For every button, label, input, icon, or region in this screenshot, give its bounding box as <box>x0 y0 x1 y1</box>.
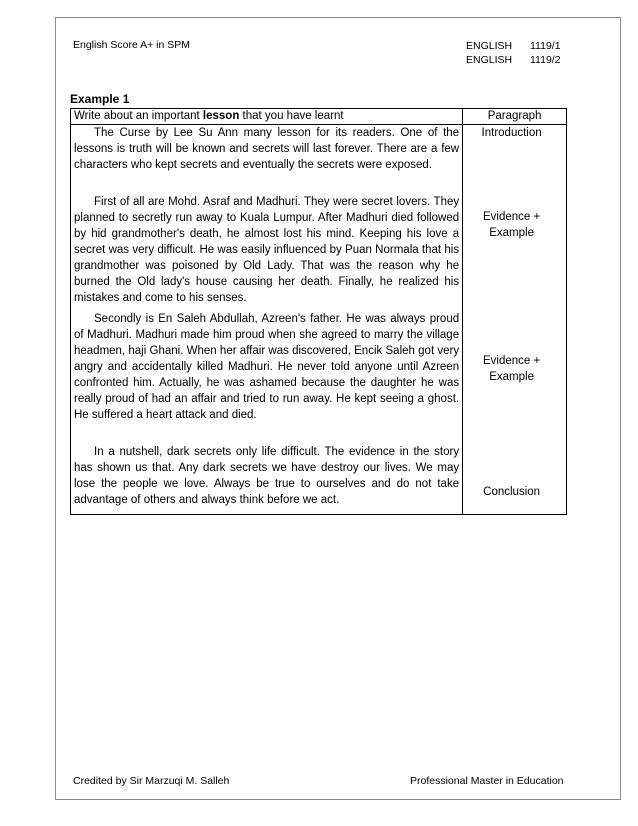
question-suffix: that you have learnt <box>239 110 344 122</box>
footer-credit: Credited by Sir Marzuqi M. Salleh <box>73 775 230 787</box>
footer-tagline: Professional Master in Education <box>410 775 564 787</box>
essay-paragraph-evidence-1: First of all are Mohd. Asraf and Madhuri. They were secret lovers. They planned to secretly run away to Kuala Lumpur. After Madhuri died followed by hid grandmother's death, he almost lost his mind. Keeping his love a secret was very difficult. He was easily influenced by Puan Normala that his grandmother was poisoned by Old Lady. That was the reason why he burned the Old lady's house causing her death. Finally, he realized his mistakes and come to his senses. <box>74 196 460 304</box>
header-subject-codes <box>466 39 561 67</box>
label-introduction <box>463 125 560 141</box>
subject-code: 1119/1 <box>530 40 561 52</box>
table-header-question <box>71 109 463 125</box>
question-prefix: Write about an important <box>74 110 203 122</box>
essay-paragraph-conclusion: In a nutshell, dark secrets only life difficult. The evidence in the story has shown us that. Any dark secrets we have destroy our lives. We may lose the people we love. Always be true to ourselves and do not take advantage of others and always think before we act. <box>74 446 460 506</box>
paragraph-label-cell <box>463 125 567 515</box>
essay-paragraph-evidence-2: Secondly is En Saleh Abdullah, Azreen's father. He was always proud of Madhuri. Madhuri made him proud when she agreed to marry the village headmen, haji Ghani. When her affair was discovered, Encik Saleh got very angry and accidentally killed Madhuri. He never told anyone until Azreen confronted him. Actually, he was ashamed because the daughter he was really proud of had an affair and tried to run away. He kept seeing a ghost. He suffered a heart attack and died. <box>74 313 460 421</box>
table-header-paragraph: Paragraph <box>463 109 567 125</box>
label-evidence-2 <box>463 353 560 385</box>
essay-cell <box>71 125 463 515</box>
subject-name: ENGLISH <box>466 40 513 52</box>
example-heading: Example 1 <box>70 92 130 106</box>
table-header-row <box>71 109 567 125</box>
subject-row <box>466 39 561 53</box>
label-conclusion <box>463 484 560 500</box>
label-line: Introduction <box>481 127 542 139</box>
label-line: Example <box>489 371 534 383</box>
table-row <box>71 125 567 515</box>
label-evidence-1 <box>463 209 560 241</box>
label-line: Evidence + <box>482 211 541 223</box>
question-bold-word: lesson <box>202 110 240 122</box>
subject-row <box>466 53 561 67</box>
label-line: Conclusion <box>483 486 541 498</box>
label-line: Example <box>489 227 534 239</box>
subject-code: 1119/2 <box>530 54 561 66</box>
essay-paragraph-introduction: The Curse by Lee Su Ann many lesson for its readers. One of the lessons is truth will be known and secrets will last forever. There are a few characters who kept secrets and eventually the secrets were exposed. <box>74 127 460 171</box>
lesson-table <box>70 108 567 515</box>
subject-name: ENGLISH <box>466 54 513 66</box>
header-book-title: English Score A+ in SPM <box>73 39 191 51</box>
label-line: Evidence + <box>482 355 541 367</box>
